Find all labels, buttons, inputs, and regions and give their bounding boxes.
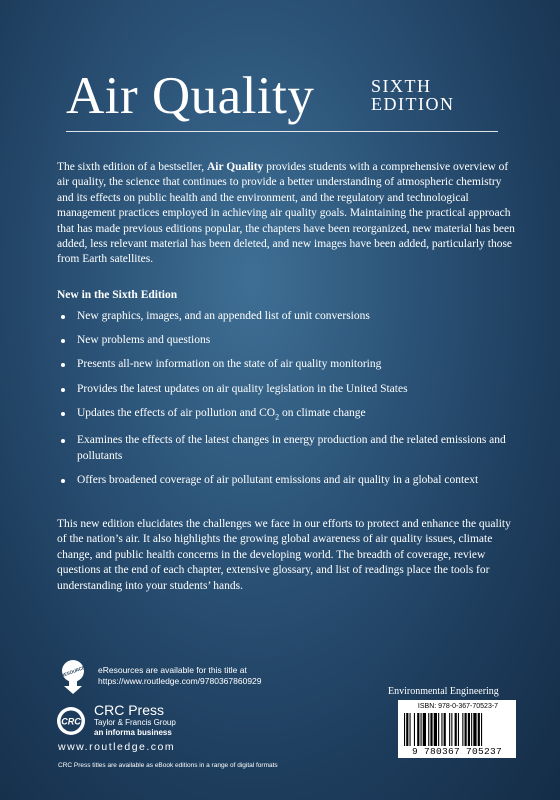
closing-paragraph: This new edition elucidates the challenges we face in our efforts to protect and enhance the quality of the nation’s air. It also highlights the growing global awareness of air quality issues, climate change, and public health concerns in the developing world. The breadth of coverage, review questions at the end of each chapter, extensive glossary, and list of readings place the tools for understanding into your students’ hands. <box>57 518 511 592</box>
publisher-name: CRC Press <box>94 702 165 718</box>
barcode-icon <box>404 713 510 746</box>
cover-title-block <box>66 66 496 126</box>
bullet-icon <box>61 388 65 392</box>
subscript-2: 2 <box>275 412 280 422</box>
crc-press-logo-icon <box>56 706 86 736</box>
new-edition-heading: New in the Sixth Edition <box>57 289 178 301</box>
bullet-icon <box>61 339 65 343</box>
bullet-icon <box>61 479 65 483</box>
list-item <box>57 382 517 397</box>
publisher-business: an informa business <box>94 728 172 737</box>
edition-line-1: SIXTH <box>371 76 432 96</box>
crc-logo-text: CRC <box>61 716 81 727</box>
intro-text-start: The sixth edition of a bestseller, <box>57 161 207 173</box>
list-item-text: Offers broadened coverage of air pollutant emissions and air quality in a global context <box>77 473 479 486</box>
intro-paragraph <box>57 160 517 268</box>
bullet-icon <box>61 412 65 416</box>
book-title: Air Quality <box>66 67 315 125</box>
list-item-text: Provides the latest updates on air quality legislation in the United States <box>77 382 408 395</box>
list-item-text: New problems and questions <box>77 334 211 347</box>
eresources-badge-text: eRESOURCES <box>58 663 89 679</box>
eresources-url: https://www.routledge.com/9780367860929 <box>98 676 262 686</box>
list-item <box>57 309 517 324</box>
list-item-text: Examines the effects of the latest changes in energy production and the related emissions and pollutants <box>77 434 506 462</box>
subject-category: Environmental Engineering <box>388 686 499 697</box>
publisher-block <box>94 703 176 738</box>
list-item <box>57 333 517 348</box>
eresources-note <box>98 665 262 687</box>
list-item <box>57 357 517 372</box>
barcode-digits: 9 780367 705237 <box>411 746 502 757</box>
bullet-icon <box>61 363 65 367</box>
publisher-group: Taylor & Francis Group <box>94 718 176 727</box>
eresources-line-1: eResources are available for this title at <box>98 665 247 675</box>
isbn-label: ISBN: 978-0-367-70523-7 <box>417 703 499 710</box>
list-item-text-end: on climate change <box>279 406 366 419</box>
edition-label <box>371 77 454 113</box>
list-item-text: New graphics, images, and an appended list of unit conversions <box>77 310 370 322</box>
list-item-text-start: Updates the effects of air pollution and CO <box>77 406 276 419</box>
eresources-download-icon <box>56 659 90 695</box>
list-item <box>57 406 517 425</box>
list-item <box>57 473 517 488</box>
publisher-website: www.routledge.com <box>58 741 176 753</box>
list-item <box>57 433 517 464</box>
list-item-text: Presents all-new information on the state of air quality monitoring <box>77 358 382 371</box>
ebook-note: CRC Press titles are available as eBook editions in a range of digital formats <box>58 762 278 769</box>
barcode-panel <box>398 700 516 758</box>
title-divider <box>66 131 498 132</box>
bullet-icon <box>61 439 65 443</box>
bullet-icon <box>61 315 65 319</box>
intro-text-rest: provides students with a comprehensive overview of air quality, the science that continues to provide a better understanding of atmospheric chemistry and its effects on public health and the environment, and the regulatory and technological management practices employed in achieving air quality goals. Maintaining the practical approach that has made previous editions popular, the chapters have been reorganized, new material has been added, less relevant material has been deleted, and new images have been added, particularly those from Earth satellites. <box>57 161 515 266</box>
new-features-list <box>57 309 517 497</box>
edition-line-2: EDITION <box>371 94 455 114</box>
intro-book-name: Air Quality <box>206 161 264 173</box>
